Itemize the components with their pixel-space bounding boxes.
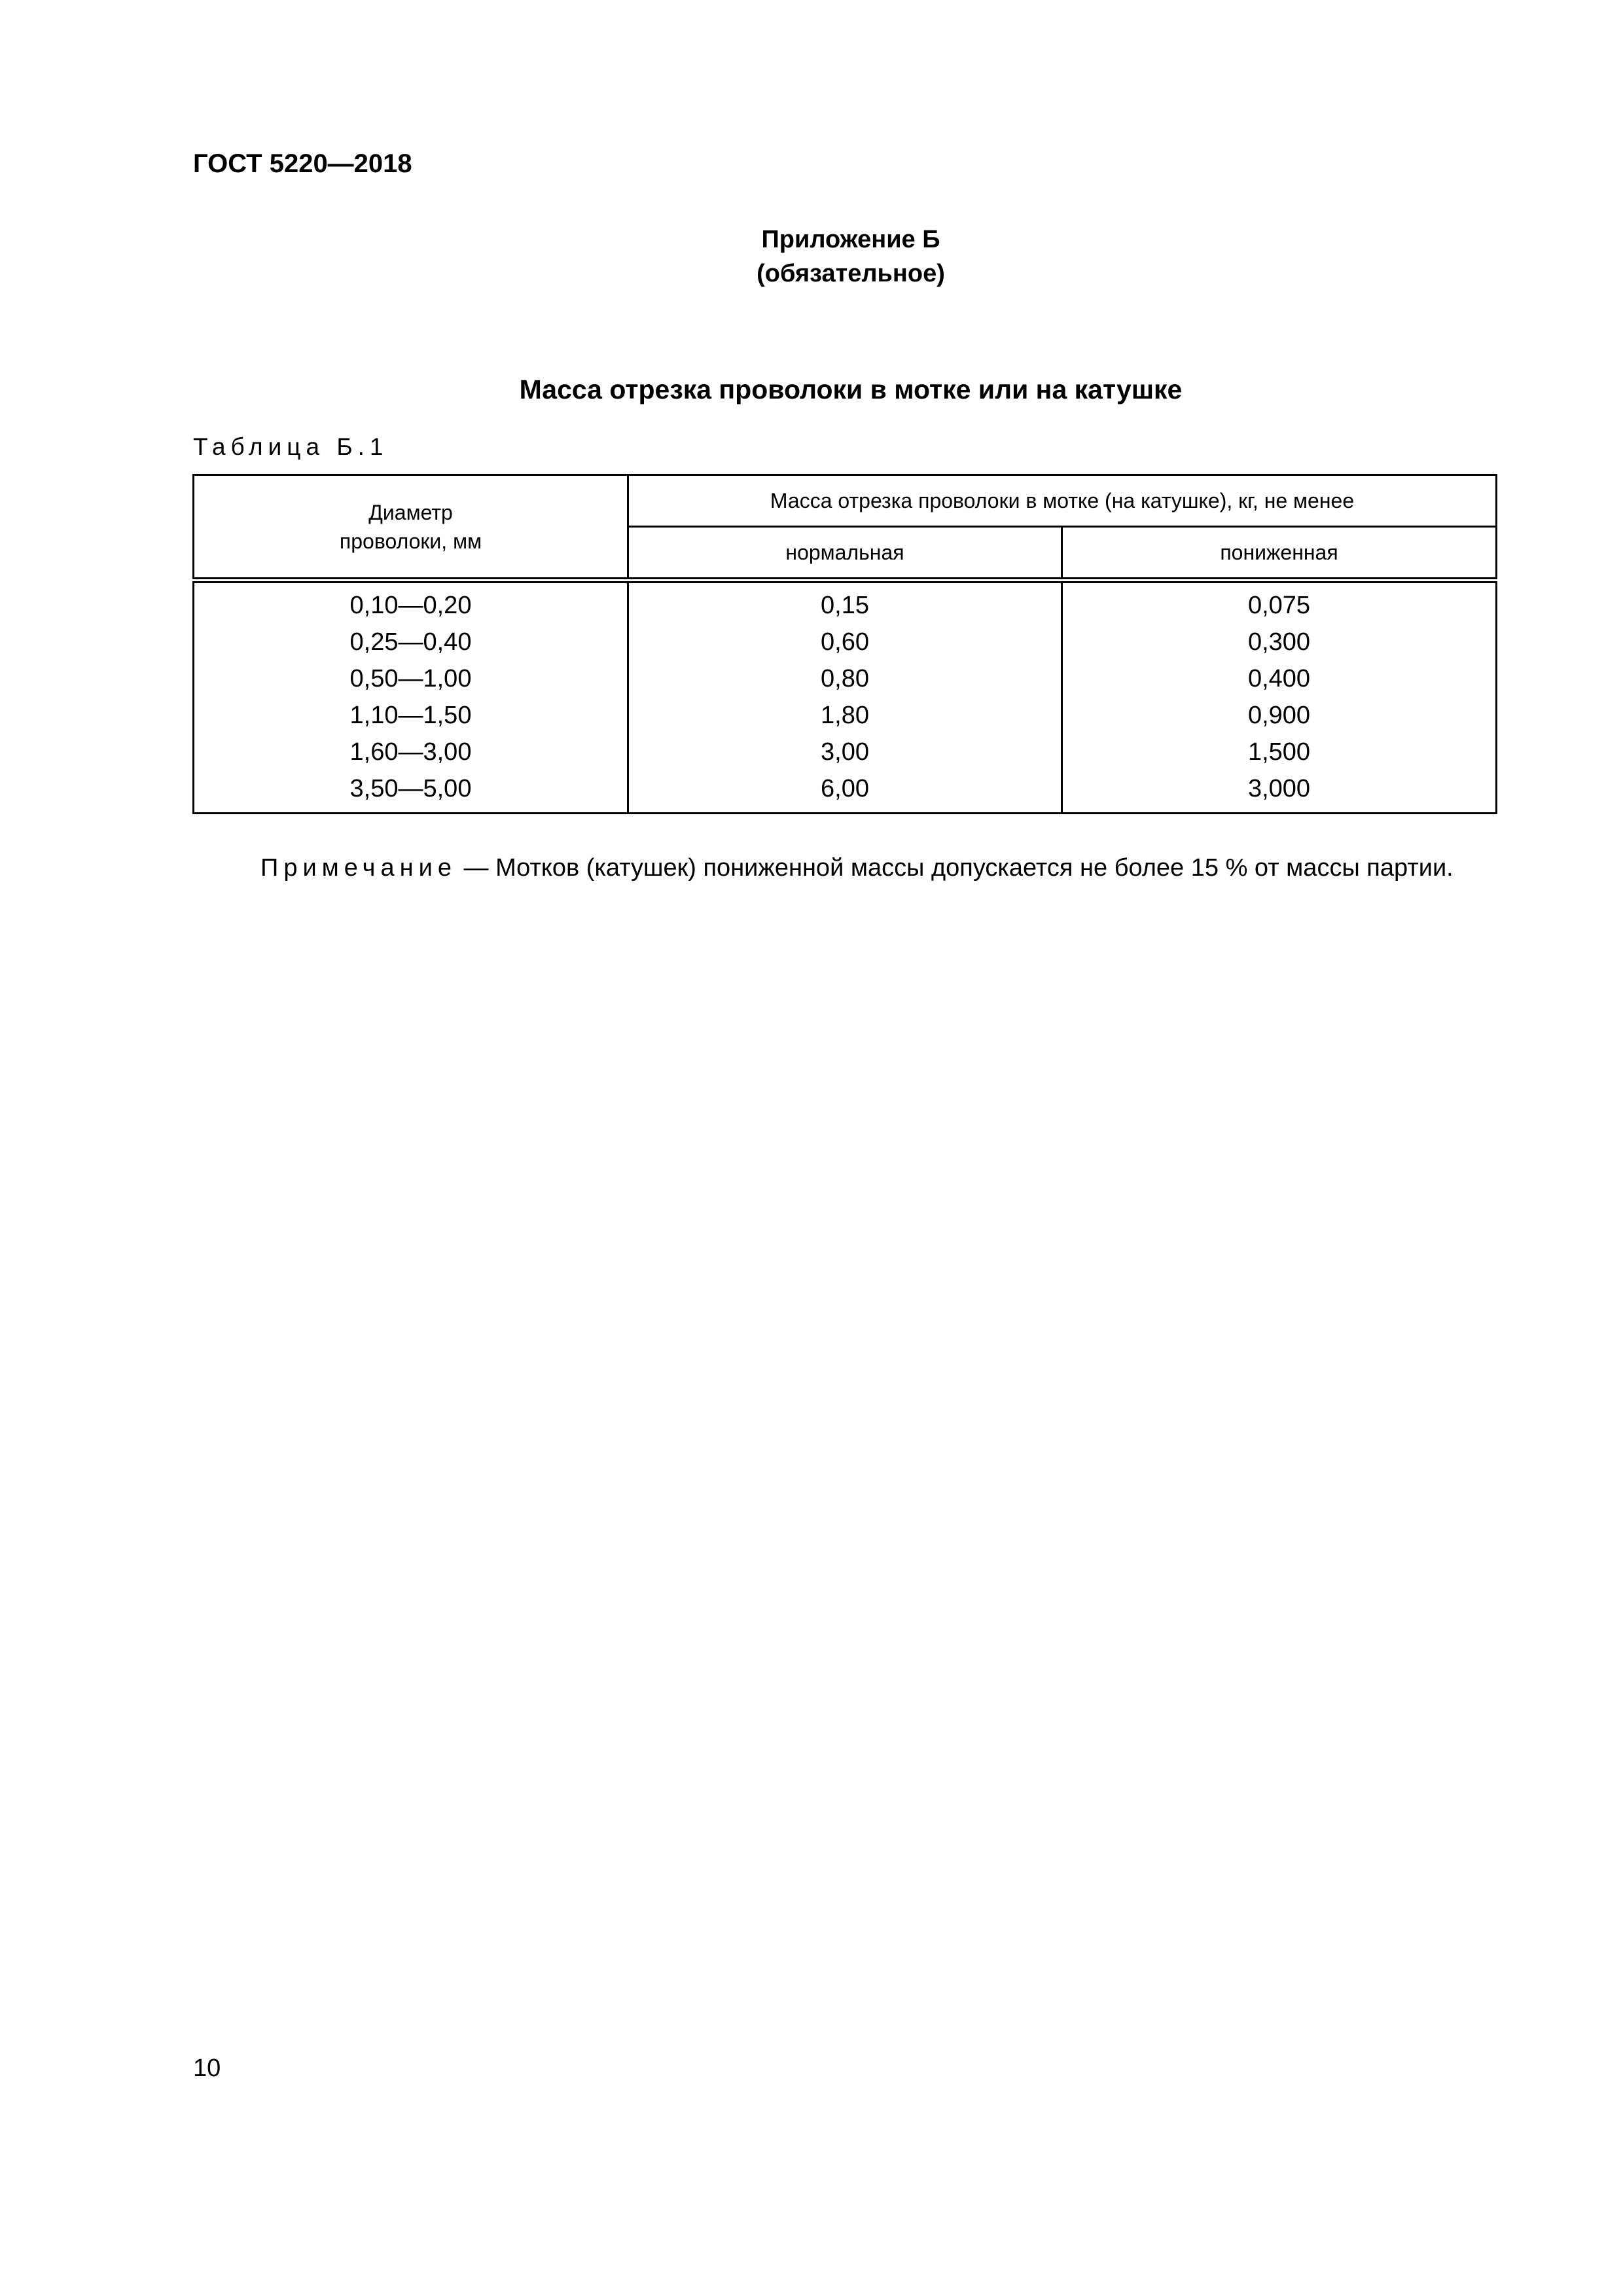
cell-normal: 0,80 bbox=[628, 660, 1062, 697]
table-row bbox=[194, 624, 1497, 660]
cell-normal: 1,80 bbox=[628, 697, 1062, 734]
cell-reduced: 1,500 bbox=[1062, 734, 1497, 770]
section-title: Масса отрезка проволоки в мотке или на катушке bbox=[519, 374, 1183, 404]
document-header: ГОСТ 5220—2018 bbox=[193, 149, 412, 178]
cell-diameter: 0,25—0,40 bbox=[194, 624, 628, 660]
table-note bbox=[260, 852, 1454, 884]
cell-reduced: 3,000 bbox=[1062, 770, 1497, 814]
cell-normal: 0,60 bbox=[628, 624, 1062, 660]
appendix-status: (обязательное) bbox=[757, 260, 945, 287]
note-label: Примечание bbox=[260, 854, 457, 882]
header-diameter-line1: Диаметр bbox=[368, 500, 453, 524]
cell-reduced: 0,300 bbox=[1062, 624, 1497, 660]
header-normal: нормальная bbox=[628, 527, 1062, 581]
page-number: 10 bbox=[193, 2054, 221, 2082]
cell-reduced: 0,075 bbox=[1062, 581, 1497, 624]
cell-diameter: 3,50—5,00 bbox=[194, 770, 628, 814]
table-row bbox=[194, 734, 1497, 770]
appendix-title: Приложение Б bbox=[761, 226, 940, 253]
cell-reduced: 0,900 bbox=[1062, 697, 1497, 734]
cell-reduced: 0,400 bbox=[1062, 660, 1497, 697]
header-diameter bbox=[194, 475, 628, 581]
header-mass-group: Масса отрезка проволоки в мотке (на катушке), кг, не менее bbox=[628, 475, 1497, 527]
table-row bbox=[194, 660, 1497, 697]
header-reduced: пониженная bbox=[1062, 527, 1497, 581]
cell-diameter: 0,50—1,00 bbox=[194, 660, 628, 697]
cell-normal: 3,00 bbox=[628, 734, 1062, 770]
cell-diameter: 0,10—0,20 bbox=[194, 581, 628, 624]
cell-diameter: 1,60—3,00 bbox=[194, 734, 628, 770]
appendix-heading bbox=[0, 223, 1623, 291]
cell-diameter: 1,10—1,50 bbox=[194, 697, 628, 734]
note-text: — Мотков (катушек) пониженной массы допускается не более 15 % от массы партии. bbox=[456, 854, 1454, 882]
cell-normal: 0,15 bbox=[628, 581, 1062, 624]
table-row bbox=[194, 581, 1497, 624]
mass-table bbox=[192, 474, 1497, 814]
table-caption: Таблица Б.1 bbox=[193, 433, 389, 460]
table-row bbox=[194, 697, 1497, 734]
table-row bbox=[194, 770, 1497, 814]
cell-normal: 6,00 bbox=[628, 770, 1062, 814]
header-diameter-line2: проволоки, мм bbox=[339, 529, 482, 553]
